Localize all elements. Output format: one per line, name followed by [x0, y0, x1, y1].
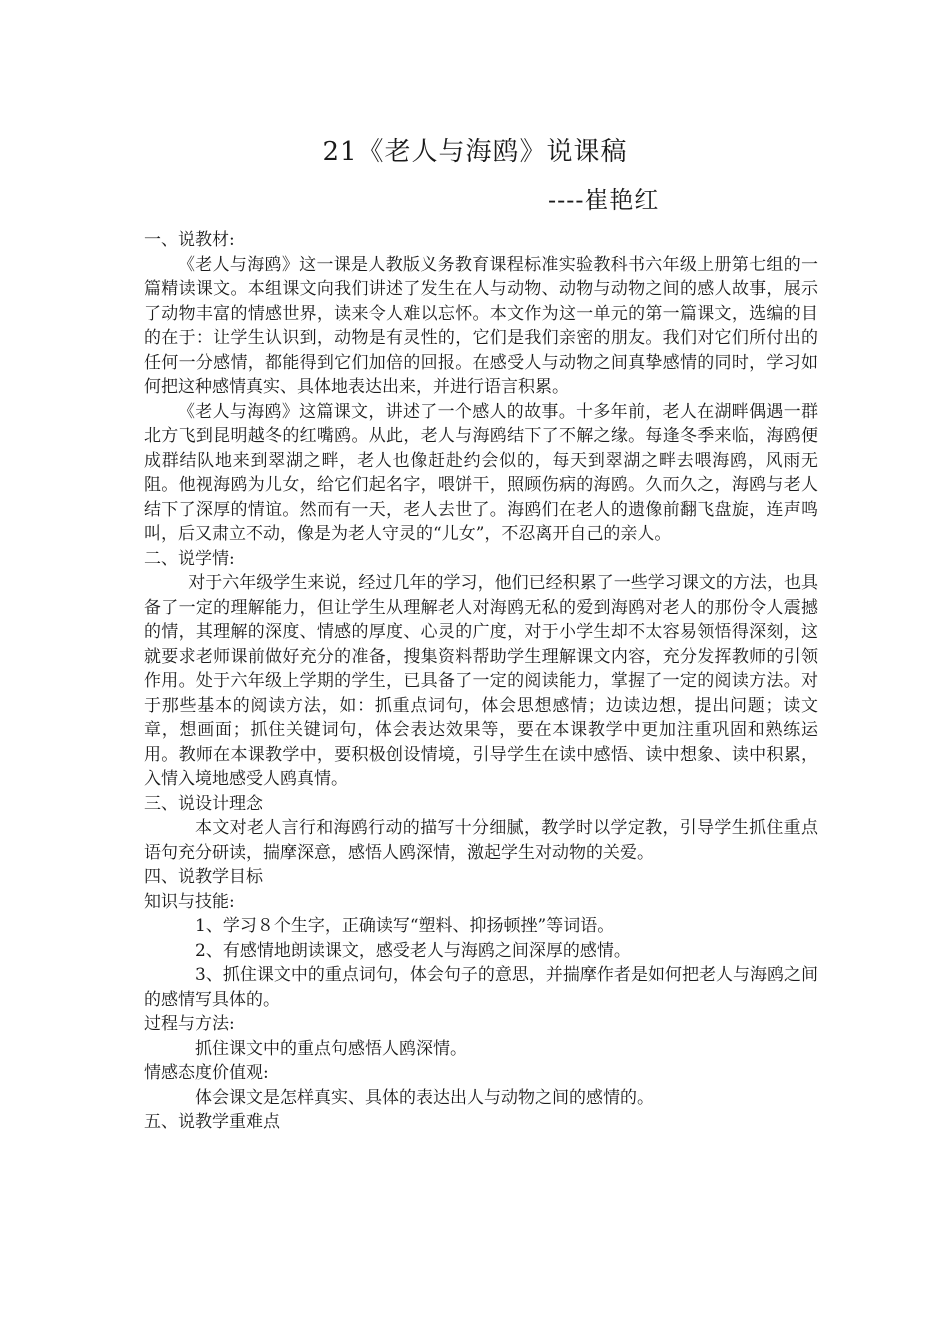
goal-item-1: 1、学习８个生字，正确读写“塑料、抑扬顿挫”等词语。 — [195, 916, 615, 936]
goal-item-3: 3、抓住课文中的重点词句，体会句子的意思，并揣摩作者是如何把老人与海鸥之间的感情写具体的。 — [144, 965, 818, 1010]
goal-item-2: 2、有感情地朗读课文，感受老人与海鸥之间深厚的感情。 — [195, 940, 631, 961]
paragraph-process: 抓住课文中的重点句感悟人鸥深情。 — [195, 1038, 467, 1059]
section-heading-textbook: 一、说教材: — [144, 230, 235, 250]
section-heading-key-points: 五、说教学重难点 — [144, 1112, 280, 1132]
document-body — [144, 228, 818, 1135]
section-heading-students: 二、说学情: — [144, 548, 235, 569]
subheading-process: 过程与方法: — [144, 1014, 235, 1034]
paragraph-design: 本文对老人言行和海鸥行动的描写十分细腻，教学时以学定教，引导学生抓住重点语句充分研读，揣摩深意，感悟人鸥深情，激起学生对动物的关爱。 — [144, 818, 818, 863]
paragraph-emotion: 体会课文是怎样真实、具体的表达出人与动物之间的感情的。 — [195, 1087, 654, 1108]
section-heading-goals: 四、说教学目标 — [144, 867, 263, 887]
paragraph-story-summary: 《老人与海鸥》这篇课文，讲述了一个感人的故事。十多年前，老人在湖畔偶遇一群北方飞到昆明越冬的红嘴鸥。从此，老人与海鸥结下了不解之缘。每逢冬季来临，海鸥便成群结队地来到翠湖之畔，老人也像赶赴约会似的，每天到翠湖之畔去喂海鸥，风雨无阻。他视海鸥为儿女，给它们起名字，喂饼干，照顾伤病的海鸥。久而久之，海鸥与老人结下了深厚的情谊。然而有一天，老人去世了。海鸥们在老人的遗像前翻飞盘旋，连声鸣叫，后又肃立不动，像是为老人守灵的“儿女”，不忍离开自己的亲人。 — [144, 401, 818, 544]
subheading-emotion: 情感态度价值观: — [144, 1063, 269, 1083]
document-title: 21《老人与海鸥》说课稿 — [322, 137, 628, 167]
section-heading-design: 三、说设计理念 — [144, 793, 263, 814]
document-author: ----崔艳红 — [548, 186, 660, 214]
paragraph-textbook-intro: 《老人与海鸥》这一课是人教版义务教育课程标准实验教科书六年级上册第七组的一篇精读课文。本组课文向我们讲述了发生在人与动物、动物与动物之间的感人故事，展示了动物丰富的情感世界，读来令人难以忘怀。本文作为这一单元的第一篇课文，选编的目的在于：让学生认识到，动物是有灵性的，它们是我们亲密的朋友。我们对它们所付出的任何一分感情，都能得到它们加倍的回报。在感受人与动物之间真挚感情的同时，学习如何把这种感情真实、具体地表达出来，并进行语言积累。 — [144, 254, 818, 397]
paragraph-students: 对于六年级学生来说，经过几年的学习，他们已经积累了一些学习课文的方法，也具备了一定的理解能力，但让学生从理解老人对海鸥无私的爱到海鸥对老人的那份令人震撼的情，其理解的深度、情感的厚度、心灵的广度，对于小学生却不太容易领悟得深刻，这就要求老师课前做好充分的准备，搜集资料帮助学生理解课文内容，充分发挥教师的引领作用。处于六年级上学期的学生，已具备了一定的阅读能力，掌握了一定的阅读方法。对于那些基本的阅读方法，如：抓重点词句，体会思想感情；边读边想，提出问题；读文章，想画面；抓住关键词句，体会表达效果等，要在本课教学中更加注重巩固和熟练运用。教师在本课教学中，要积极创设情境，引导学生在读中感悟、读中想象、读中积累，入情入境地感受人鸥真情。 — [144, 573, 818, 789]
subheading-knowledge: 知识与技能: — [144, 891, 235, 912]
